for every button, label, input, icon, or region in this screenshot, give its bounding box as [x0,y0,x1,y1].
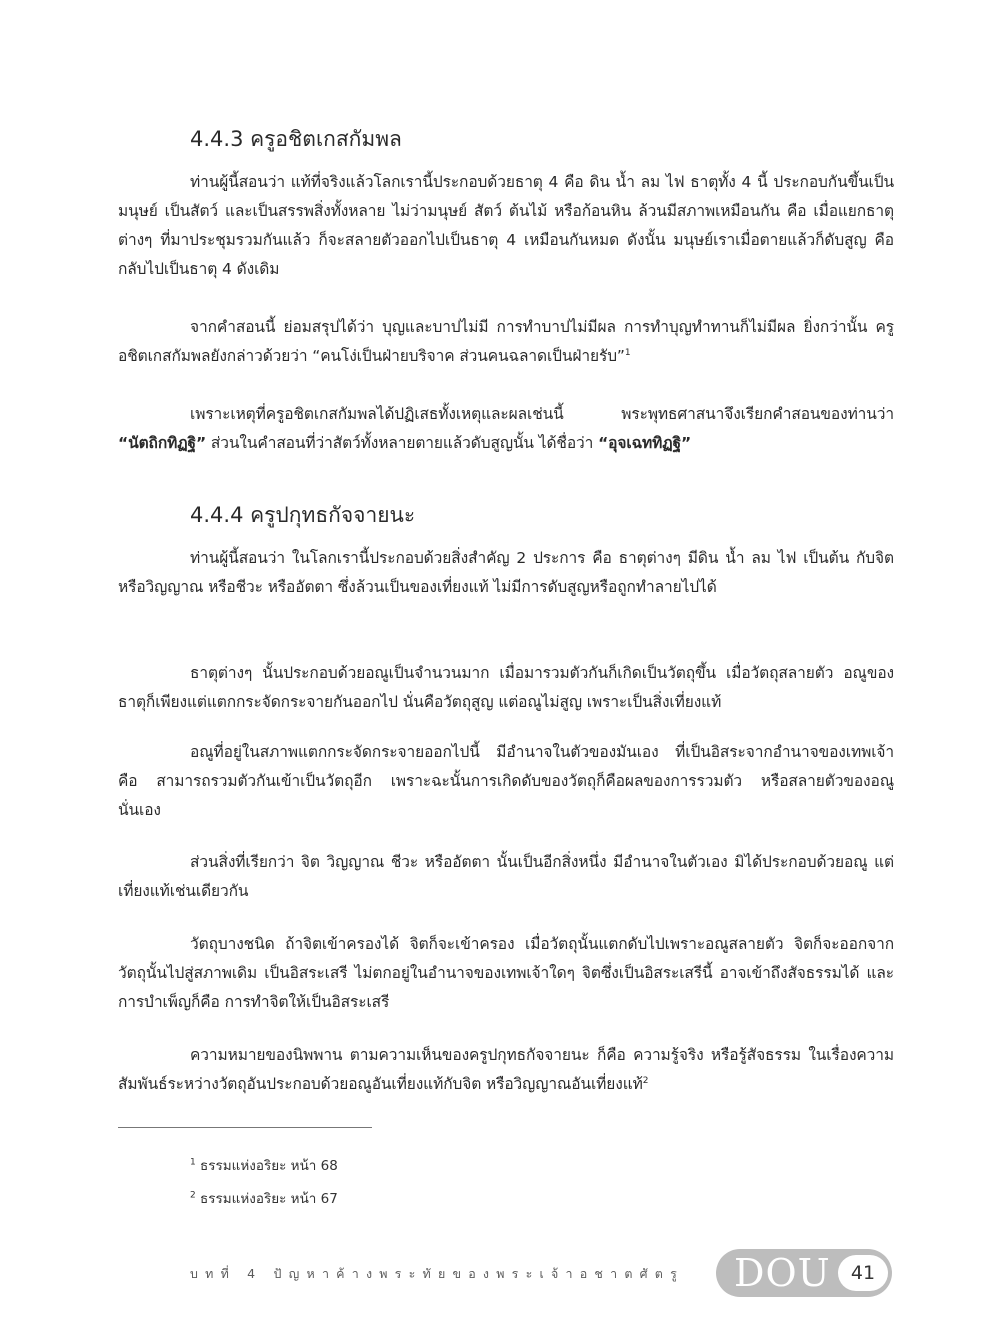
dou-logo: DOU [734,1251,831,1295]
paragraph: ท่านผู้นี้สอนว่า ในโลกเรานี้ประกอบด้วยสิ่งสำคัญ 2 ประการ คือ ธาตุต่างๆ มีดิน น้ำ ลม ไฟ เป็นต้น กับจิตหรือวิญญาณ หรือชีวะ หรืออัตตา ซึ่งล้วนเป็นของเที่ยงแท้ ไม่มีการดับสูญหรือถูกทำลายไปได้ [118,549,894,596]
footnote: $^1$ ธรรมแห่งอริยะ หน้า 68 [190,1157,338,1174]
term-ucchedha-ditthi: “อุจเฉททิฏฐิ” [598,434,692,452]
footnote-ref: 2 [642,1075,649,1086]
paragraph: ความหมายของนิพพาน ตามความเห็นของครูปกุทธกัจจายนะ ก็คือ ความรู้จริง หรือรู้สัจธรรม ในเรื่องความสัมพันธ์ระหว่างวัตถุอันประกอบด้วยอณูอันเที่ยงแท้กับจิต หรือวิญญาณอันเที่ยงแท้$^2$ [118,1046,894,1093]
page-badge [716,1249,892,1297]
paragraph: อณูที่อยู่ในสภาพแตกกระจัดกระจายออกไปนี้ มีอำนาจในตัวของมันเอง ที่เป็นอิสระจากอำนาจของเทพเจ้า คือ สามารถรวมตัวกันเข้าเป็นวัตถุอีก เพราะฉะนั้นการเกิดดับของวัตถุก็คือผลของการรวมตัว หรือสลายตัวของอณูนั่นเอง [118,743,894,819]
section-heading-4-4-3: 4.4.3 ครูอชิตเกสกัมพล [190,127,402,151]
section-heading-4-4-4: 4.4.4 ครูปกุทธกัจจายนะ [190,503,416,527]
paragraph: ธาตุต่างๆ นั้นประกอบด้วยอณูเป็นจำนวนมาก เมื่อมารวมตัวกันก็เกิดเป็นวัตถุขึ้น เมื่อวัตถุสลายตัว อณูของธาตุก็เพียงแต่แตกกระจัดกระจายกันออกไป นั่นคือวัตถุสูญ แต่อณูไม่สูญ เพราะเป็นสิ่งเที่ยงแท้ [118,664,894,711]
page-number: 41 [838,1255,888,1291]
footnote: $^2$ ธรรมแห่งอริยะ หน้า 67 [190,1190,338,1207]
paragraph: จากคำสอนนี้ ย่อมสรุปได้ว่า บุญและบาปไม่มี การทำบาปไม่มีผล การทำบุญทำทานก็ไม่มีผล ยิ่งกว่านั้น ครูอชิตเกสกัมพลยังกล่าวด้วยว่า “คนโง่เป็นฝ่ายบริจาค ส่วนคนฉลาดเป็นฝ่ายรับ”$^1$ [118,318,894,365]
paragraph: เพราะเหตุที่ครูอชิตเกสกัมพลได้ปฏิเสธทั้งเหตุและผลเช่นนี้ พระพุทธศาสนาจึงเรียกคำสอนของท่านว่า “นัตถิกทิฏฐิ” ส่วนในคำสอนที่ว่าสัตว์ทั้งหลายตายแล้วดับสูญนั้น ได้ชื่อว่า “อุจเฉททิฏฐิ” [118,405,894,452]
chapter-footer-title: บทที่ 4 ปัญหาค้างพระทัยของพระเจ้าอชาตศัตรู [190,1266,685,1281]
term-natthika-ditthi: “นัตถิกทิฏฐิ” [118,434,207,452]
footnote-ref: 1 [624,347,631,358]
paragraph: วัตถุบางชนิด ถ้าจิตเข้าครองได้ จิตก็จะเข้าครอง เมื่อวัตถุนั้นแตกดับไปเพราะอณูสลายตัว จิตก็จะออกจากวัตถุนั้นไปสู่สภาพเดิม เป็นอิสระเสรี ไม่ตกอยู่ในอำนาจของเทพเจ้าใดๆ จิตซึ่งเป็นอิสระเสรีนี้ อาจเข้าถึงสัจธรรมได้ และการบำเพ็ญก็คือ การทำจิตให้เป็นอิสระเสรี [118,935,894,1011]
paragraph: ส่วนสิ่งที่เรียกว่า จิต วิญญาณ ชีวะ หรืออัตตา นั้นเป็นอีกสิ่งหนึ่ง มีอำนาจในตัวเอง มิได้ประกอบด้วยอณู แต่เที่ยงแท้เช่นเดียวกัน [118,853,894,900]
footnote-divider [118,1127,372,1128]
paragraph: ท่านผู้นี้สอนว่า แท้ที่จริงแล้วโลกเรานี้ประกอบด้วยธาตุ 4 คือ ดิน น้ำ ลม ไฟ ธาตุทั้ง 4 นี้ ประกอบกันขึ้นเป็นมนุษย์ เป็นสัตว์ และเป็นสรรพสิ่งทั้งหลาย ไม่ว่ามนุษย์ สัตว์ ต้นไม้ หรือก้อนหิน ล้วนมีสภาพเหมือนกัน คือ เมื่อแยกธาตุต่างๆ ที่มาประชุมรวมกันแล้ว ก็จะสลายตัวออกไปเป็นธาตุ 4 เหมือนกันหมด ดังนั้น มนุษย์เราเมื่อตายแล้วก็ดับสูญ คือ กลับไปเป็นธาตุ 4 ดังเดิม [118,173,894,278]
